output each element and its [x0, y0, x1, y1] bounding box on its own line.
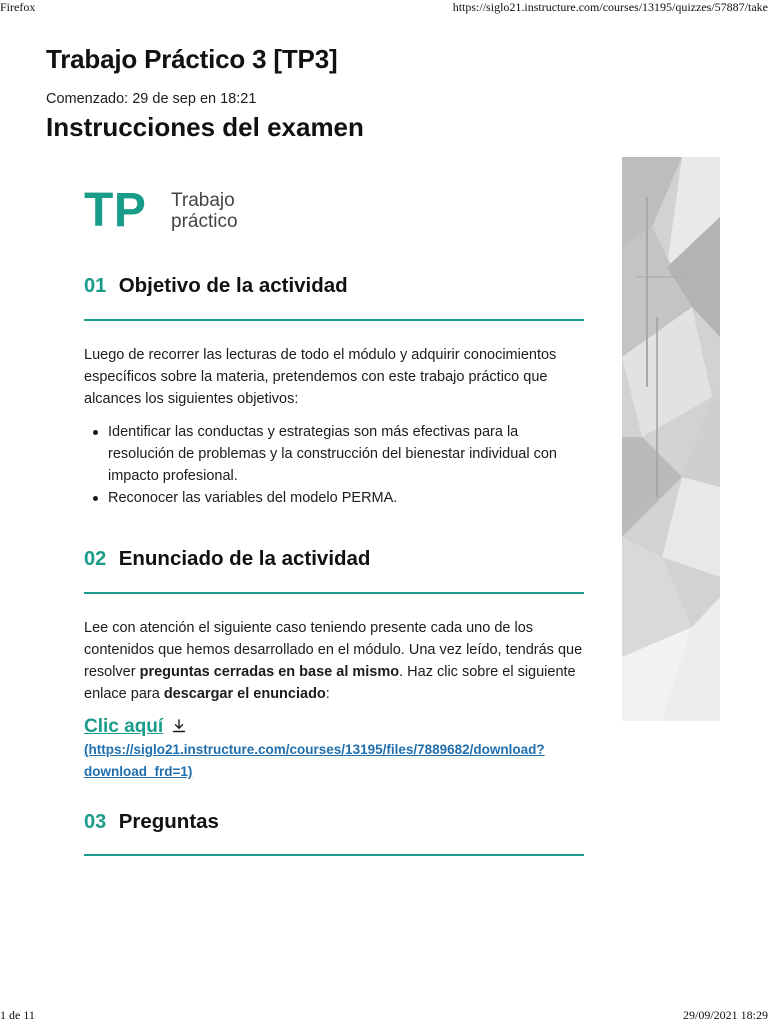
statement-text-1: Lee con atención el siguiente caso teniendo presente cada uno de los contenidos que hemos desarrollado en el módulo. Una vez leído, tendrás que resolver	[84, 620, 583, 680]
section-title: Enunciado de la actividad	[118, 547, 371, 570]
page-indicator: 1 de 11	[0, 1008, 35, 1022]
section-number: 01	[84, 275, 107, 297]
statement-bold-1: preguntas cerradas en base al mismo	[139, 664, 400, 680]
tp-logo-word-1: Trabajo	[171, 190, 235, 211]
print-header	[0, 0, 768, 16]
list-item: Reconocer las variables del modelo PERMA.	[84, 487, 584, 509]
section-number: 02	[84, 548, 107, 570]
download-link-block	[84, 716, 584, 783]
section-divider	[84, 854, 584, 856]
section-header-questions	[84, 810, 584, 834]
print-datetime: 29/09/2021 18:29	[682, 1008, 768, 1022]
section-header-statement	[84, 547, 584, 571]
tp-logo-abbr: TP	[84, 184, 147, 237]
statement-bold-2: descargar el enunciado	[163, 686, 326, 702]
instructions-title: Instrucciones del examen	[46, 112, 364, 142]
section-header-objective	[84, 274, 584, 298]
statement-text-3: :	[325, 686, 330, 702]
section-divider	[84, 592, 584, 594]
section-title: Objetivo de la actividad	[118, 274, 348, 297]
print-footer	[0, 1008, 768, 1024]
section-number: 03	[84, 811, 107, 833]
decorative-side-image	[622, 157, 720, 721]
started-timestamp: Comenzado: 29 de sep en 18:21	[46, 91, 257, 107]
objective-intro: Luego de recorrer las lecturas de todo el módulo y adquirir conocimientos específicos sobre la materia, pretendemos con este trabajo práctico que alcances los siguientes objetivos:	[84, 347, 557, 407]
download-icon[interactable]	[171, 718, 187, 734]
download-link[interactable]: Clic aquí	[84, 716, 164, 737]
page-url: https://siglo21.instructure.com/courses/13195/quizzes/57887/take	[452, 0, 768, 14]
section-divider	[84, 319, 584, 321]
statement-text-2: . Haz clic sobre el siguiente enlace para	[84, 664, 576, 702]
section-title: Preguntas	[118, 810, 219, 833]
download-url-link[interactable]: (https://siglo21.instructure.com/courses/13195/files/7889682/download?download_frd=1)	[84, 742, 545, 779]
tp-logo-word-2: práctico	[171, 211, 238, 232]
quiz-title: Trabajo Práctico 3 [TP3]	[46, 44, 338, 74]
statement-paragraph	[84, 617, 584, 705]
abstract-pattern-icon	[622, 157, 720, 721]
browser-name: Firefox	[0, 0, 36, 14]
list-item: Identificar las conductas y estrategias son más efectivas para la resolución de problemas y la construcción del bienestar individual con impacto profesional.	[84, 421, 584, 487]
objective-list	[84, 421, 584, 509]
